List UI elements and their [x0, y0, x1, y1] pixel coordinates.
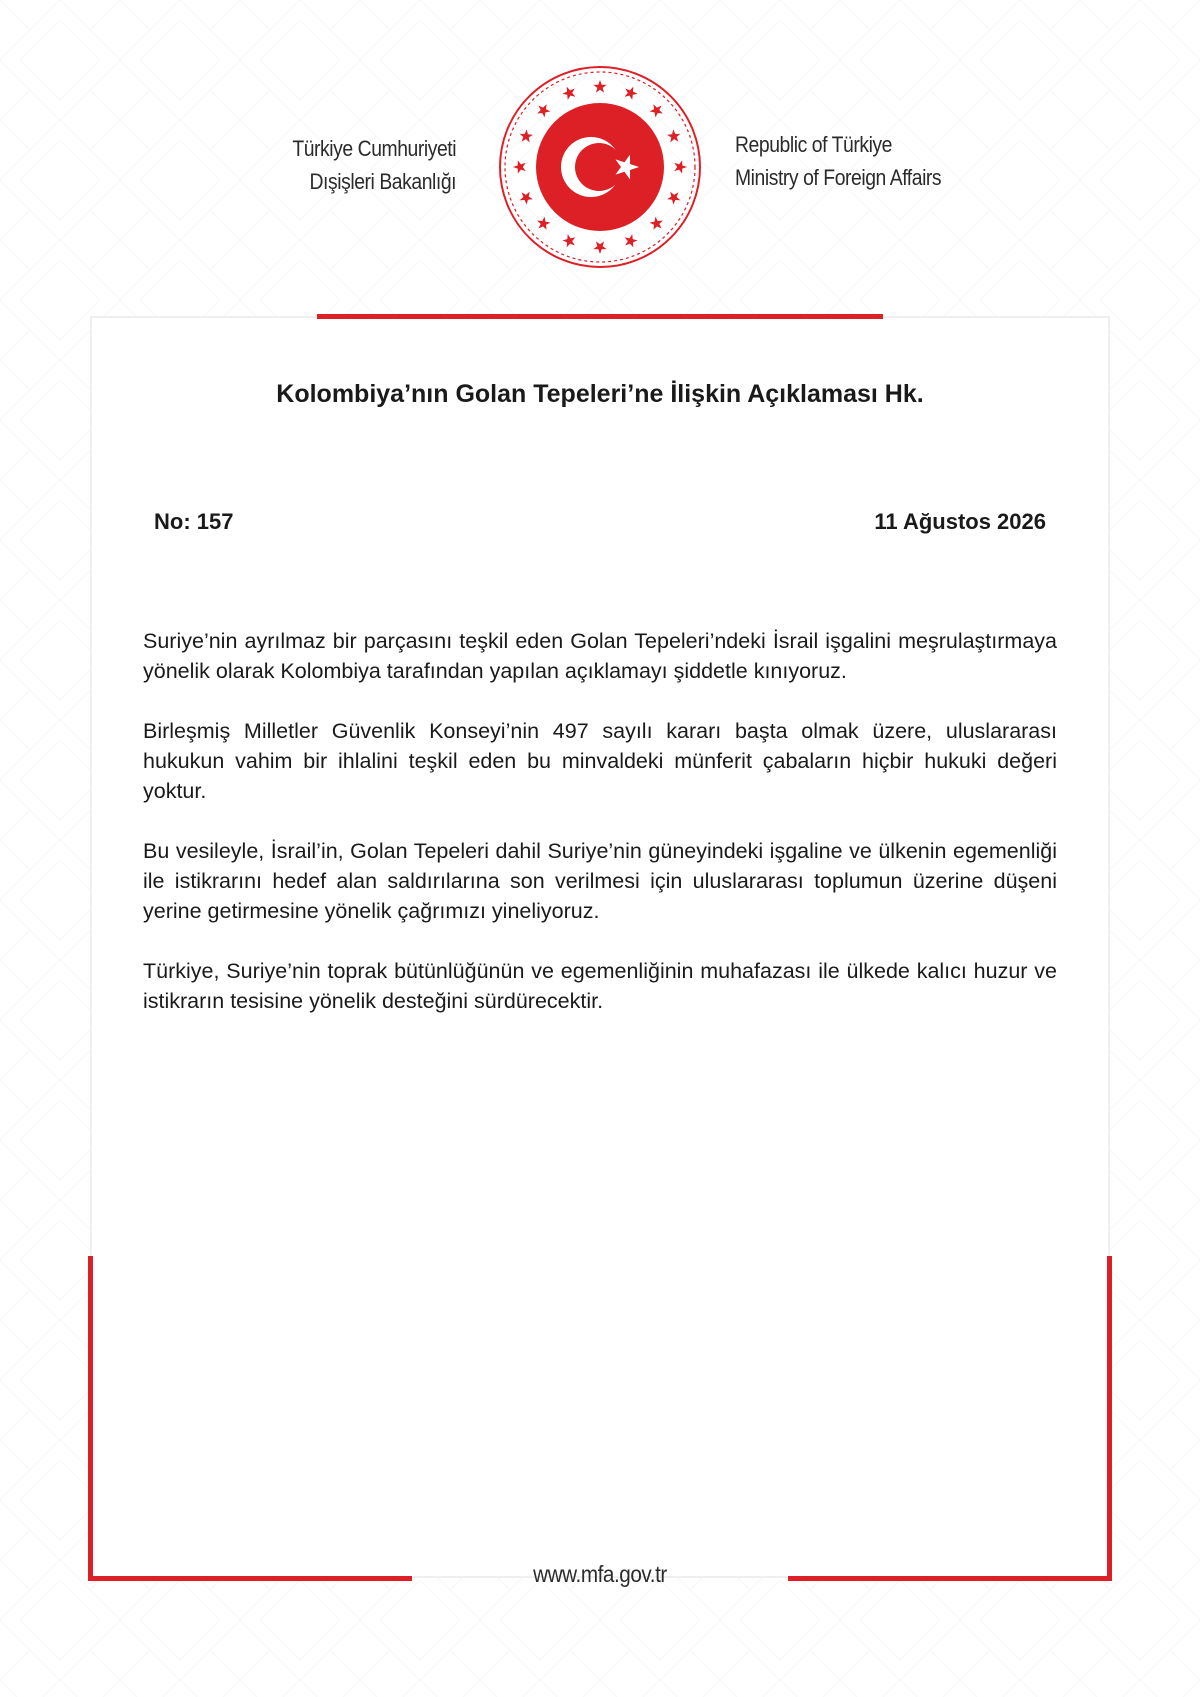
frame-top-accent — [317, 314, 883, 319]
letterhead-en-line2: Ministry of Foreign Affairs — [735, 165, 942, 190]
seal-star-icon — [513, 160, 526, 173]
seal-star-icon — [520, 192, 533, 205]
paragraph: Türkiye, Suriye’nin toprak bütünlüğünün ve egemenliğinin muhafazası ile ülkede kalıcı huzur ve istikrarın tesisine yönelik desteğini sürdürecektir. — [143, 959, 1057, 1013]
frame-bottom-right-accent — [788, 1576, 1112, 1581]
paragraph: Bu vesileyle, İsrail’in, Golan Tepeleri dahil Suriye’nin güneyindeki işgaline ve ülkenin egemenliği ile istikrarını hedef alan saldırılarına son verilmesi için uluslararası toplumun üzerine düşeni yerine getirmesine yönelik çağrımızı yineliyoruz. — [143, 839, 1057, 923]
document-body — [143, 626, 1057, 1046]
seal-star-icon — [520, 129, 533, 142]
letterhead-english — [735, 128, 941, 194]
seal-star-icon — [650, 217, 663, 230]
seal-star-icon — [625, 87, 638, 100]
paragraph: Birleşmiş Milletler Güvenlik Konseyi’nin 497 sayılı kararı başta olmak üzere, uluslararası hukukun vahim bir ihlalini teşkil eden bu minvaldeki münferit çabaların hiçbir hukuki değeri yoktur. — [143, 719, 1057, 803]
seal-star-icon — [537, 104, 550, 117]
seal-star-icon — [650, 104, 663, 117]
document-date: 11 Ağustos 2026 — [874, 509, 1046, 534]
seal-star-icon — [562, 87, 575, 100]
frame-left-accent — [88, 1256, 93, 1580]
frame-bottom-left-accent — [88, 1576, 412, 1581]
document-title: Kolombiya’nın Golan Tepeleri’ne İlişkin Açıklaması Hk. — [276, 380, 924, 408]
seal-star-icon — [593, 241, 606, 254]
letterhead-turkish — [292, 132, 456, 198]
footer-website-link[interactable]: www.mfa.gov.tr — [533, 1561, 667, 1587]
letterhead-en-line1: Republic of Türkiye — [735, 132, 892, 157]
seal-star-icon — [562, 234, 575, 247]
seal-star-icon — [667, 129, 680, 142]
frame-right-accent — [1107, 1256, 1112, 1580]
document-number: No: 157 — [154, 509, 234, 534]
paragraph: Suriye’nin ayrılmaz bir parçasını teşkil eden Golan Tepeleri’ndeki İsrail işgalini meşrulaştırmaya yönelik olarak Kolombiya tarafından yapılan açıklamayı şiddetle kınıyoruz. — [143, 629, 1057, 683]
letterhead-tr-line2: Dışişleri Bakanlığı — [309, 169, 456, 194]
letterhead-tr-line1: Türkiye Cumhuriyeti — [292, 136, 456, 161]
seal-star-icon — [625, 234, 638, 247]
seal-star-icon — [674, 160, 687, 173]
seal-star-icon — [537, 217, 550, 230]
ministry-seal-icon — [495, 62, 705, 272]
letterhead — [0, 0, 1200, 290]
seal-star-icon — [667, 192, 680, 205]
seal-star-icon — [593, 80, 606, 93]
